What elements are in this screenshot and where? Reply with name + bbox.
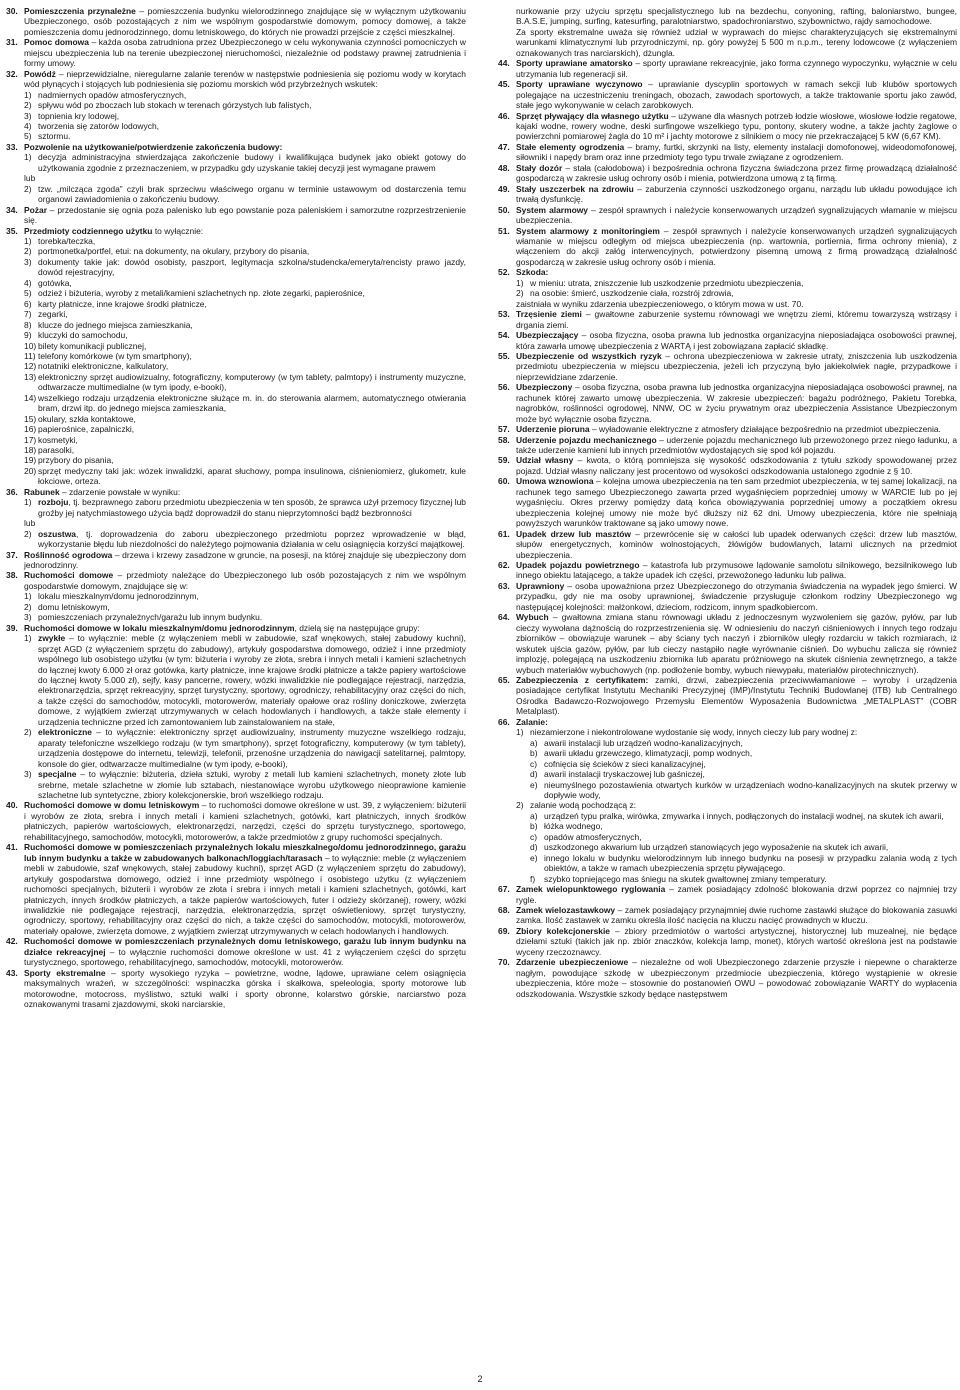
entry-text: Upadek drzew lub masztów – przewrócenie się w całości lub upadek oderwanych części: drzew lub masztów, słupów energetycznych, kominów wolnostojących, żłówigów budowlanych, latarni ulicznych na przedmiot ubezpieczenia. [516,528,957,560]
sub-item-marker: 14) [24,392,37,403]
entry-number: 46. [498,110,510,121]
sub-item-text: zwykłe – to wyłącznie: meble (z wyłączeniem mebli w zabudowie, szaf wnękowych, stałej zabudowy kuchni), sprzęt AGD (z wyłączeniem sprzętu do zabudowy), artykuły gospodarstwa domowego, odzież i inne przedmioty wspólnego lub osobistego użytku (w tym: biżuteria i wyroby ze złota, srebra i innych metali i kamieni szlachetnych do łącznej kwoty 6.000 zł oraz gotówka, karty płatnicze, inne krajowe środki płatnicze a także papiery wartościowe do łącznej kwoty 5.000 zł), sejfy, kasy pancerne, rowery, wózki inwalidzkie nie podlegające rejestracji, narzędzia, elektronarzędzia, sprzęt rekreacyjny, sprzęt turystyczny, sportowy, ogrodniczy, rehabilitacyjny oraz części do nich, a także części do samochodów, motocykli, motorowerów, materiały opałowe oraz rośliny doniczkowe, zwierzęta domowe, z wyjątkiem zwierząt utrzymywanych w celach hodowlanych i handlowych, a także stałe elementy i urządzenia techniczne przed ich zamontowaniem lub zainstalowaniem na stałe, [38,633,466,727]
sub-item-marker: 2) [24,100,32,111]
entry-text: Za sporty ekstremalne uważa się również udział w wyprawach do miejsc charakteryzujących się ekstremalnymi warunkami klimatycznymi lub przyrodniczymi, np. góry powyżej 5 500 m n.p.m., tereny lodowcowe (z wyłączeniem oznakowanych tras narciarskich), dżungla. [516,26,957,58]
sub-item [24,341,466,351]
sub-item [24,288,466,298]
right-column [498,6,957,999]
sub-item [24,246,466,256]
entry-text: Ruchomości domowe w pomieszczeniach przynależnych domu letniskowego, garażu lub innym budynku na działce rekreacyjnej – to wyłącznie ruchomości domowe określone w ust. 41 z wyłączeniem części do sprzętu turystycznego, sportowego, rehabilitacyjnego, samochodów, motocykli, motorowerów. [24,936,466,968]
entry-text: Udział własny – kwota, o którą pomniejsza się wysokość odszkodowania z tytułu szkody spowodowanej przez pojazd. Udział własny naliczany jest procentowo od wysokości odszkodowania ustalonego zgodnie z § 10. [516,455,957,476]
entry-number: 69. [498,925,510,936]
definition-entry [6,6,466,37]
sub-item-text: lokalu mieszkalnym/domu jednorodzinnym, [38,591,199,602]
entry-number: 42. [6,936,18,947]
sub-item [516,278,957,288]
entry-number: 58. [498,434,510,445]
entry-text: Zdarzenie ubezpieczeniowe – niezależne od woli Ubezpieczonego zdarzenie przyszłe i niepewne o charakterze nagłym, powodujące szkodę w ubezpieczonym przedmiocie ubezpieczenia, którego wystąpienie w okresie ubezpieczenia, które może – stosownie do postanowień OWU – powodować zobowiązanie WARTY do wypłacenia odszkodowania. Wszystkie szkody będące następstwem [516,957,958,999]
entry-number: 59. [498,455,510,466]
sub-item-text: opadów atmosferycznych, [544,831,642,842]
definition-entry [498,424,957,434]
entry-text: Uprawniony – osoba upoważniona przez Ubezpieczonego do otrzymania świadczenia na wypadek jego śmierci. W przypadku, gdy nie ma osoby uprawnionej, świadczenie przysługuje członkom rodziny Ubezpieczonego wg następującej kolejności: małżonkowi, dzieciom, rodzicom, innym spadkobiercom. [516,580,957,612]
entry-number: 44. [498,58,510,69]
sub-item [24,602,466,612]
definition-entry [6,800,466,842]
sub-item-text: awarii instalacji lub urządzeń wodno-kanalizacyjnych, [544,737,743,748]
definition-entry [498,560,957,581]
sub-item-text: oszustwa, tj. doprowadzenia do zaboru ubezpieczonego przedmiotu poprzez wprowadzenie w błąd, wykorzystanie błędu lub niezdolności do należytego pojmowania działania w celu osiągnięcia korzyści majątkowej. [38,528,466,550]
sub-item [24,184,466,205]
sub-item-text: niezamierzone i niekontrolowane wydostanie się wody, innych cieczy lub pary wodnej z: [530,727,858,738]
sub-item-text: dokumenty takie jak: dowód osobisty, paszport, legitymacja szkolna/studencka/emeryta/rencisty prawo jazdy, dowód rejestracyjny, [38,256,466,278]
sub-item-text: tworzenia się zatorów lodowych, [38,120,159,131]
sub-item-text: decyzja administracyjna stwierdzająca zakończenie budowy i kwalifikująca budynek jako obiekt gotowy do użytkowania zgodnie z przeznaczeniem, w przypadku gdy uzyskanie takiej decyzji jest wymagane prawem [38,152,466,173]
sub-item [24,372,466,393]
left-column [6,6,466,1010]
sub-item [24,435,466,445]
entry-number: 54. [498,330,510,341]
sub-item [530,780,957,801]
entry-number: 39. [6,622,18,633]
entry-text: Upadek pojazdu powietrznego – katastrofa lub przymusowe lądowanie samolotu silnikowego, bezsilnikowego lub innego obiektu latającego, a także upadek ich części, przewożonego ładunku lub paliwa. [516,560,957,581]
sub-item-marker: 1) [24,152,32,163]
definition-entry [498,926,957,957]
entry-number: 45. [498,79,510,90]
entry-text: Sporty ekstremalne – sporty wysokiego ryzyka – powietrzne, wodne, lądowe, uprawiane celem osiągnięcia maksymalnych wrażeń, w szczególności: wspinaczka górska i skałkowa, speleologia, sporty motorowe lub motorowodne, motocross, myślistwo, sztuki walki i sporty obronne, kolarstwo górskie, narciarstwo poza oznakowanymi trasami zjazdowymi, skoki narciarskie, [24,967,466,1010]
sub-item-text: awarii układu grzewczego, klimatyzacji, pomp wodnych, [544,748,753,759]
sub-item [24,361,466,371]
sub-item-marker: 16) [24,424,37,435]
definition-entry [498,675,957,717]
sub-item-text: wszelkiego rodzaju urządzenia elektroniczne służące m. in. do sterowania alarmem, automatycznego otwierania bram, drzwi itp. do jednego miejsca zamieszkania, [38,392,466,414]
definition-entry [6,936,466,967]
entry-continuation: lub [24,173,36,184]
sub-item [24,497,466,518]
sub-item-marker: 9) [24,330,32,341]
definition-entry [6,142,466,205]
sub-item [24,299,466,309]
entry-text: Sporty uprawiane amatorsko – sporty uprawiane rekreacyjnie, jako forma czynnego wypoczynku, wyłącznie w celu utrzymania lub regeneracji sił. [516,58,957,79]
entry-number: 66. [498,716,510,727]
entry-text: Zamek wielopunktowego ryglowania – zamek posiadający zdolność blokowania drzwi poprzez co najmniej trzy rygle. [516,884,957,905]
sub-item-marker: 2) [24,601,32,612]
sub-item-marker: 1) [24,633,32,644]
sub-item-text: gotówka, [38,277,72,288]
entry-text: Stały uszczerbek na zdrowiu – zaburzenia czynności uszkodzonego organu, narządu lub układu powodujące ich trwałą dysfunkcję. [516,183,957,205]
entry-number: 43. [6,967,18,978]
entry-number: 41. [6,842,18,853]
entry-number: 57. [498,424,510,435]
definition-entry [498,476,957,528]
sub-item-text: odzież i biżuteria, wyroby z metali/kamieni szlachetnych np. złote zegarki, papierośnice, [38,288,365,299]
entry-continuation: lub [24,518,36,529]
sub-item-marker: b) [530,748,538,759]
sub-item-marker: 2) [516,800,524,811]
sub-item-text: papierośnice, zapalniczki, [38,424,135,435]
entry-text: Sprzęt pływający dla własnego użytku – używane dla własnych potrzeb łodzie wiosłowe, wiosłowe łodzie regatowe, kajaki wodne, rowery wodne, deski surfingowe wszelkiego typu, pontony, skutery wodne, a także jachty żaglowe o powierzchni pomiarowej żagla do 10 m² i jachty motorowe z silnikiem o mocy nie przekraczającej 5 kW (6,67 KM). [516,110,958,142]
entry-number: 60. [498,476,510,487]
sub-item-marker: 1) [516,277,524,288]
sub-item [24,131,466,141]
entry-number: 33. [6,141,18,152]
sub-item-marker: 11) [24,350,36,361]
sub-item-text: spływu wód po zboczach lub stokach w terenach górzystych lub falistych, [38,100,312,111]
definition-entry [6,205,466,226]
entry-text: Sporty uprawiane wyczynowo – uprawianie dyscyplin sportowych w ramach sekcji lub klubów sportowych polegające na uczestniczeniu treningach, obozach, zawodach sportowych, a także traktowanie sportu jako zawód, stałe jego wykonywanie w celach zarobkowych. [516,79,957,111]
sub-item-text: zalanie wodą pochodzącą z: [530,800,637,811]
sub-item [24,236,466,246]
sub-item-marker: 3) [24,612,32,623]
definition-entry [498,58,957,79]
sub-item-text: zegarki, [38,309,68,320]
sub-item-marker: 17) [24,434,37,445]
definition-entry [498,226,957,268]
definition-entry [6,550,466,571]
definition-entry [6,69,466,142]
entry-number: 53. [498,309,510,320]
sub-item-text: kluczyki do samochodu, [38,330,128,341]
sub-item-marker: 1) [24,497,32,508]
entry-continuation: zaistniała w wyniku zdarzenia ubezpieczeniowego, o którym mowa w ust. 70. [516,298,804,309]
sub-item-text: nadmiernych opadów atmosferycznych, [38,89,187,100]
entry-number: 48. [498,162,510,173]
sub-item-text: telefony komórkowe (w tym smartphony), [38,350,192,361]
entry-number: 67. [498,884,510,895]
definition-entry [6,623,466,801]
entry-number: 30. [6,6,18,16]
entry-number: 49. [498,183,510,194]
entry-text: Pomoc domowa – każda osoba zatrudniona przez Ubezpieczonego w celu wykonywania czynności pomocniczych w miejscu ubezpieczenia lub na terenie ubezpieczonej nieruchomości, niezależnie od podstawy prawnej zatrudnienia i formy umowy. [24,37,466,69]
definition-entry [498,382,957,424]
entry-number: 40. [6,800,18,811]
sub-item-text: w mieniu: utrata, zniszczenie lub uszkodzenie przedmiotu ubezpieczenia, [530,277,804,288]
sub-item-text: cofnięcia się ścieków z sieci kanalizacyjnej, [544,758,706,769]
sub-item [530,842,957,852]
definition-entry [498,6,957,27]
sub-item-text: elektroniczne – to wyłącznie: elektroniczny sprzęt audiowizualny, instrumenty muzyczne wszelkiego rodzaju, aparaty telefoniczne wszelkiego rodzaju (w tym smartphony), sprzęt fotograficzny, komputerowy (w tym tablety), urządzenia dostępowe do internetu, telewizji, telefonii, przenośne urządzenia do nawigacji satelitarnej, palmtopy, konsole do gier, odtwarzacze multimedialne (w tym ipody, e-booki), [38,727,466,769]
entry-number: 35. [6,225,18,236]
sub-item-text: domu letniskowym, [38,601,110,612]
entry-number: 65. [498,675,510,685]
entry-text: Ruchomości domowe w domu letniskowym – to ruchomości domowe określone w ust. 39, z wyłączeniem: biżuterii i wyrobów ze złota, srebra i innych metali i kamieni szlachetnych, gotówki, kart płatniczych, innych środków płatniczych, papierów wartościowych, elektronarzędzi, narzędzi, części do sprzętu turystycznego, sportowego, rehabilitacyjnego, samochodów, motocykli, motorowerów, a także przedmiotów z grupy ruchomości specjalnych. [24,800,466,842]
sub-item-marker: e) [530,852,538,863]
definition-entry [498,330,957,351]
sub-item-marker: 20) [24,465,37,476]
entry-number: 38. [6,570,18,581]
sub-item [530,769,957,779]
definition-entry [498,612,957,675]
sub-item-text: kosmetyki, [38,434,78,445]
sub-item-marker: 1) [24,591,32,602]
sub-item [24,529,466,550]
sub-item-text: uszkodzonego akwarium lub urządzeń stanowiących jego wyposażenie na skutek ich awarii, [544,842,889,853]
entry-text: Zalanie: [516,716,548,727]
sub-item-marker: 3) [24,769,32,780]
sub-item-text: topnienia kry lodowej, [38,110,120,121]
definition-entry [498,79,957,110]
sub-item-text: parasolki, [38,445,75,456]
sub-item-text: specjalne – to wyłącznie: biżuteria, dzieła sztuki, wyroby z metali lub kamieni szlachetnych, monety złote lub srebrne, metale szlachetne w złomie lub sztabach, niestanowiące wyrobu użytkowego nieoprawione kamienie szlachetne lub syntetyczne, zbiory kolekcjonerskie, broń wszelkiego rodzaju. [38,769,466,800]
entry-number: 52. [498,267,510,278]
definition-entry [6,487,466,550]
entry-text: Wybuch – gwałtowna zmiana stanu równowagi układu z jednoczesnym wyzwoleniem się gazów, pyłów, par lub cieczy wywołana dążnością do rozprzestrzenienia się. W odniesieniu do naczyń ciśnieniowych i innych tego rodzaju zbiorników – obowiązuje warunek – aby ściany tych naczyń i zbiorników uległy rozdarciu w takich rozmiarach, iż wskutek ujścia gazów, pyłów, par lub cieczy nastąpiło nagłe wyrównanie ciśnień. Do wybuchu zalicza się również implozję, polegającą na uszkodzeniu zbiornika lub aparatu próżniowego na skutek ciśnienia zewnętrznego, a także wybuch materiałów wybuchowych (np. podłożenie bomby, wybuch niewypału, materiałów pirotechnicznych). [516,612,957,675]
sub-item-marker: 6) [24,298,32,309]
definition-entry [498,905,957,926]
sub-item-marker: 7) [24,309,32,320]
sub-item [24,309,466,319]
sub-item-text: portmonetka/portfel, etui: na dokumenty, na okulary, przybory do pisania, [38,246,310,257]
sub-item-text: notatniki elektroniczne, kalkulatory, [38,361,169,372]
sub-item-text: nieumyślnego pozostawienia otwartych kurków w urządzeniach wodno-kanalizacyjnych na skutek przerwy w dopływie wody, [544,779,957,800]
sub-item [24,393,466,414]
sub-item-marker: f) [530,873,536,884]
sub-item [516,288,957,298]
sub-item-text: klucze do jednego miejsca zamieszkania, [38,319,193,330]
definition-entry [498,717,957,884]
entry-number: 32. [6,68,18,79]
sub-item [24,466,466,487]
entry-text: Pozwolenie na użytkowanie/potwierdzenie zakończenia budowy: [24,141,283,152]
sub-item [516,800,957,810]
sub-item-text: elektroniczny sprzęt audiowizualny, fotograficzny, komputerowy (w tym tablety, palmtopy) i instrumenty muzyczne, odtwarzacze multimedialne (w tym ipody, e-booki), [38,371,466,393]
sub-item [24,100,466,110]
sub-item-text: przybory do pisania, [38,455,114,466]
sub-item-text: na osobie: śmierć, uszkodzenie ciała, rozstrój zdrowia, [530,288,734,299]
sub-item-marker: 3) [24,256,32,267]
entry-text: Ruchomości domowe w pomieszczeniach przynależnych lokalu mieszkalnego/domu jednorodzinnego, garażu lub innym budynku a także w zabudowanych balkonach/loggiach/tarasach – to wyłącznie: meble (z wyłączeniem mebli w zabudowie, szaf wnękowych, stałej zabudowy kuchni), sprzęt AGD (z wyłączeniem sprzętu do zabudowy), artykuły gospodarstwa domowego, odzież i inne przedmioty wspólnego i osobistego użytku (z wyłączeniem ruchomości specjalnych, biżuterii i wyrobów ze złota i srebra i innych metali i kamieni szlachetnych, gotówki, kart płatniczych, innych środków płatniczych, a także papierów wartościowych, futer i odzieży skórzanej), rowery, wózki inwalidzkie nie podlegające rejestracji, narzędzia, elektronarzędzia, sprzęt oświetleniowy, sprzęt turystyczny, ogrodniczy, sportowy, rehabilitacyjny oraz części do nich, a także części do samochodów, motocykli, motorowerów, materiały opałowe, zwierzęta domowe, z wyjątkiem zwierząt utrzymywanych w celach hodowlanych i handlowych. [24,842,467,936]
sub-item [24,455,466,465]
entry-text: Umowa wznowiona – kolejna umowa ubezpieczenia na ten sam przedmiot ubezpieczenia, w tej samej lokalizacji, na rachunek tego samego Ubezpieczonego zawarta przed wygaśnięciem poprzedniej umowy w WARCIE lub po jej wygaśnięciu. Okres przerwy pomiędzy datą końca obowiązywania poprzedniej umowy a początkiem okresu ubezpieczenia kolejnej umowy nie może być dłuższy niż 62 dni. Umowy ubezpieczenia, które nie spełniają powyższych warunków traktowane są jako umowy nowe. [516,476,957,529]
sub-item-text: innego lokalu w budynku wielorodzinnym lub innego budynku na posesji w przypadku zalania wodą z tych obiektów, a także w ramach ubezpieczenia sprzętu pływającego. [544,852,957,874]
sub-item-marker: 3) [24,110,32,121]
entry-number: 47. [498,141,510,152]
entry-text: Zabezpieczenia z certyfikatem: zamki, drzwi, zabezpieczenia przeciwwłamaniowe – wyroby i urządzenia posiadające certyfikat Instytutu Mechaniki Precyzyjnej (IMP)/Instytutu Techniki Budowlanej (ITB) lub Centralnego Ośrodka Badawczo-Rozwojowego Przemysłu Elementów Wyposażenia Budownictwa „METALPLAST” (COBR Metalplast). [516,675,957,717]
sub-item-text: bilety komunikacji publicznej, [38,340,147,351]
definition-entry [498,455,957,476]
sub-item-marker: b) [530,821,538,832]
sub-item-marker: 2) [24,246,32,257]
sub-item-marker: 5) [24,131,32,142]
entry-number: 31. [6,37,18,48]
sub-item [24,152,466,173]
sub-item-marker: 1) [24,89,32,100]
entry-text: Stały dozór – stała (całodobowa) i bezpośrednia ochrona fizyczna świadczona przez firmę prowadzącą działalność gospodarczą w zakresie usług ochrony osób i mienia, potwierdzona umową z tą firmą. [516,162,957,184]
entry-number: 68. [498,904,510,915]
entry-text: Uderzenie pojazdu mechanicznego – uderzenie pojazdu mechanicznego lub przewożonego przez niego ładunku, a także uderzenie kamieni lub innych przedmiotów wydostających się spod kół pojazdu. [516,434,958,456]
sub-item-marker: 19) [24,455,37,466]
sub-item [530,748,957,758]
entry-number: 37. [6,549,18,560]
entry-text: Roślinność ogrodowa – drzewa i krzewy zasadzone w gruncie, na posesji, na której znajduje się ubezpieczony dom jednorodzinny. [24,549,466,571]
sub-item-text: tzw. „milcząca zgoda” czyli brak sprzeciwu właściwego organu w terminie ustawowym od dostarczenia temu organowi zawiadomienia o zakończeniu budowy. [38,183,466,205]
entry-number: 55. [498,350,510,361]
sub-item [24,351,466,361]
entry-text: Ubezpieczający – osoba fizyczna, osoba prawna lub jednostka organizacyjna nieposiadająca osobowości prawnej, która zawarła umowę ubezpieczenia z WARTĄ i jest zobowiązana zapłacić składkę. [516,330,957,351]
definition-entry [6,842,466,936]
sub-item [24,424,466,434]
entry-text: Przedmioty codziennego użytku to wyłącznie: [24,225,204,236]
entry-number: 70. [498,957,510,968]
sub-item-marker: 4) [24,277,32,288]
definition-entry [498,267,957,309]
definition-entry [6,570,466,622]
entry-number: 36. [6,486,18,497]
definition-entry [498,184,957,205]
definition-entry [6,968,466,1010]
entry-text: Zamek wielozastawkowy – zamek posiadający przynajmniej dwie ruchome zastawki służące do blokowania zasuwki zamka. Ilość zastawek w zamku określa ilość nacięcia na kluczu nacięć prowadnych w kluczu. [516,904,957,926]
definition-entry [498,163,957,184]
definition-entry [6,37,466,68]
sub-item-text: karty płatnicze, inne krajowe środki płatnicze, [38,298,207,309]
entry-text: Zbiory kolekcjonerskie – zbiory przedmiotów o wartości artystycznej, historycznej lub muzealnej, nie będące dziełami sztuki (takich jak np. zbiór znaczków, kolekcja lamp, monet), których wartość określona jest na podstawie wyceny rzeczoznawcy. [516,925,957,957]
sub-item-text: urządzeń typu pralka, wirówka, zmywarka i innych, podłączonych do instalacji wodnej, na skutek ich awarii, [544,810,944,821]
definition-entry [498,529,957,560]
sub-item-text: pomieszczeniach przynależnych/garażu lub innym budynku. [38,612,263,623]
sub-item [530,874,957,884]
entry-number: 56. [498,382,510,393]
sub-item [24,330,466,340]
sub-item-text: szybko topniejącego mas śniegu na skutek gwałtownej zmiany temperatury. [544,873,827,884]
sub-item-marker: 1) [516,727,524,738]
definition-entry [498,581,957,612]
sub-item [530,821,957,831]
sub-item [530,759,957,769]
sub-item-text: okulary, szkła kontaktowe, [38,413,136,424]
sub-item [24,257,466,278]
sub-item [24,727,466,769]
sub-item-text: sprzęt medyczny taki jak: wózek inwalidzki, aparat słuchowy, pompa insulinowa, ciśnieniomierz, glukometr, kule łokciowe, orteza. [38,465,466,487]
sub-item-marker: 12) [24,361,37,372]
sub-item-marker: 2) [24,528,32,539]
entry-number: 50. [498,204,510,215]
definition-entry [6,226,466,487]
entry-text: Ruchomości domowe w lokalu mieszkalnym/domu jednorodzinnym, dzielą się na następujące grupy: [24,622,420,633]
sub-item-marker: 2) [24,183,32,194]
sub-item [24,414,466,424]
sub-item-text: torebka/teczka, [38,235,96,246]
entry-text: Stałe elementy ogrodzenia – bramy, furtki, skrzynki na listy, elementy instalacji domofonowej, wideodomofonowej, siłowniki i napędy bram oraz inne przedmioty tego typu trwale związane z ogrodzeniem. [516,141,958,163]
sub-item [24,278,466,288]
sub-item [24,90,466,100]
entry-text: Szkoda: [516,267,549,278]
sub-item [24,320,466,330]
sub-item-marker: 15) [24,413,37,424]
entry-text: nurkowanie przy użyciu sprzętu specjalistycznego lub na bezdechu, conyoning, rafting, baloniarstwo, bungee, B.A.S.E, jumping, surfing, katesurfing, paralotniarstwo, spadochroniarstwo, szybownictwo, rajdy samochodowe. [516,6,957,27]
sub-item [24,591,466,601]
entry-text: Ubezpieczony – osoba fizyczna, osoba prawna lub jednostka organizacyjna nieposiadająca osobowości prawnej, na rachunek której zawarto umowę ubezpieczenia. W zakresie ubezpieczeń: bagażu podróżnego, Pakietu Torebka, nagrobków, roślinności ogrodowej, NNW, OC w życiu prywatnym oraz ubezpieczenia Assistance Ubezpieczonym może być wyłącznie osoba fizyczna. [516,382,957,424]
sub-item [530,811,957,821]
entry-number: 62. [498,560,510,571]
definition-entry [498,957,957,999]
sub-item-text: sztormu. [38,131,71,142]
entry-text: Ubezpieczenie od wszystkich ryzyk – ochrona ubezpieczeniowa w zakresie utraty, zniszczenia lub uszkodzenia przedmiotu ubezpieczenia w miejscu ubezpieczenia, jeżeli ich przyczyną było jakiekolwiek nagłe, przypadkowe i nieprzewidziane zdarzenie. [516,350,957,382]
entry-number: 61. [498,528,510,539]
sub-item-marker: 13) [24,371,37,382]
sub-item-marker: 5) [24,288,32,299]
sub-item-marker: 2) [24,727,32,738]
definition-entry [498,27,957,58]
entry-text: Trzęsienie ziemi – gwałtowne zaburzenie systemu równowagi we wnętrzu ziemi, któremu towarzyszą wstrząsy i drgania ziemi. [516,309,957,330]
definition-entry [498,205,957,226]
entry-text: Ruchomości domowe – przedmioty należące do Ubezpieczonego lub osób pozostających z nim we wspólnym gospodarstwie domowym, znajdujące się w: [24,570,466,591]
entry-text: Rabunek – zdarzenie powstałe w wyniku: [24,486,181,497]
sub-item [530,832,957,842]
definition-entry [498,309,957,330]
sub-item [24,121,466,131]
entry-number: 51. [498,225,510,236]
sub-item [24,612,466,622]
definition-entry [498,351,957,382]
entry-text: Pożar – przedostanie się ognia poza palenisko lub ego powstanie poza paleniskiem i samorzutne rozprzestrzenienie się. [24,204,466,226]
definition-entry [498,884,957,905]
sub-item-marker: 2) [516,288,524,299]
sub-item-marker: a) [530,737,538,748]
sub-item-marker: 18) [24,445,37,456]
entry-number: 63. [498,580,510,591]
sub-item-marker: 10) [24,340,37,351]
sub-item [24,445,466,455]
sub-item-text: rozboju, tj. bezprawnego zaboru przedmiotu ubezpieczenia w ten sposób, że sprawca użył przemocy fizycznej lub groźby jej natychmiastowego użycia bądź doprowadził do stanu nieprzytomności bądź bezbronności [38,497,466,518]
entry-text: Uderzenie pioruna – wyładowanie elektryczne z atmosfery działające bezpośrednio na przedmiot ubezpieczenia. [516,424,941,435]
definition-entry [498,111,957,142]
sub-item [24,769,466,800]
entry-text: System alarmowy – zespół sprawnych i należycie konserwowanych urządzeń sygnalizujących włamanie w miejscu ubezpieczenia. [516,204,957,226]
sub-item [516,727,957,737]
definition-entry [498,435,957,456]
sub-item [530,738,957,748]
sub-item-marker: a) [530,810,538,821]
sub-item [530,853,957,874]
page-number: 2 [477,1374,483,1384]
entry-number: 34. [6,204,18,215]
sub-item [24,633,466,727]
sub-item-marker: 8) [24,319,32,330]
sub-item-marker: d) [530,769,538,780]
sub-item-marker: c) [530,758,538,769]
sub-item-marker: 1) [24,235,32,246]
sub-item-marker: c) [530,831,538,842]
sub-item-marker: 4) [24,120,32,131]
sub-item-marker: d) [530,842,538,853]
sub-item-marker: e) [530,779,538,790]
sub-item-text: awarii instalacji tryskaczowej lub gaśniczej, [544,769,705,780]
entry-text: System alarmowy z monitoringiem – zespół sprawnych i należycie konserwowanych urządzeń sygnalizujących włamanie w miejscu odległym od miejsca ubezpieczenia (np. wartownia, portiernia, firma ochrony mienia), z włączeniem do akcji załóg interwencyjnych, potwierdzony pisemną umową z firmą prowadzącą działalność gospodarczą w zakresie usług ochrony osób i mienia. [516,225,957,267]
definition-entry [498,142,957,163]
entry-number: 64. [498,612,510,623]
entry-text: Pomieszczenia przynależne – pomieszczenia budynku wielorodzinnego znajdujące się w wyłącznym użytkowaniu Ubezpieczonego, osób pozostających z nim we wspólnym gospodarstwie domowym, pomocy domowej, a także pomieszczenia domu jednorodzinnego, domu letniskowego, do których nie prowadzi przejście z części mieszkalnej. [24,6,467,37]
sub-item [24,111,466,121]
sub-item-text: łóżka wodnego, [544,821,603,832]
entry-text: Powódź – nieprzewidzialne, nieregularne zalanie terenów w następstwie podniesienia się poziomu wody w korytach wód płynących i stojących lub podniesienia się poziomu morskich wód przybrzeżnych wskutek: [24,68,466,90]
